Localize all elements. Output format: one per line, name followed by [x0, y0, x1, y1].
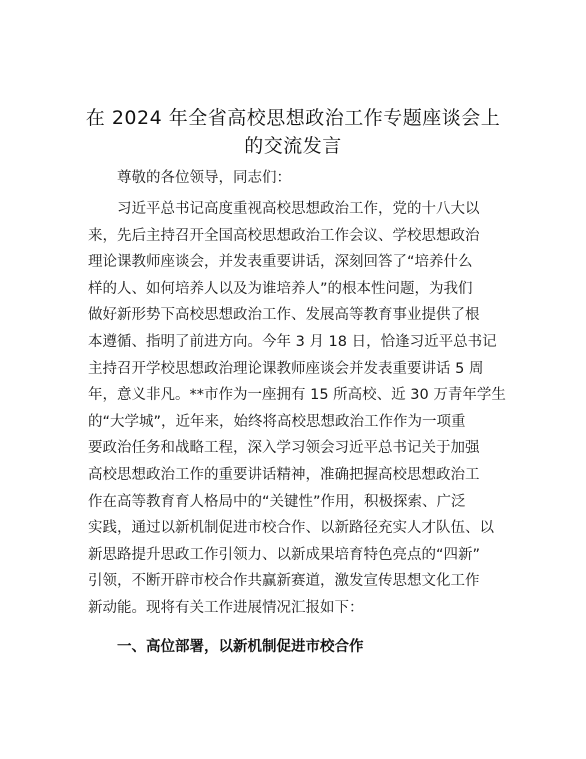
section-heading: 一、高位部署，以新机制促进市校合作 [117, 639, 364, 655]
body-line: 本遵循、指明了前进方向。今年 3 月 18 日，恰逢习近平总书记 [88, 333, 497, 350]
body-line: 理论课教师座谈会，并发表重要讲话，深刻回答了“培养什么 [88, 254, 473, 271]
body-line: 年，意义非凡。**市作为一座拥有 15 所高校、近 30 万青年学生 [88, 387, 506, 404]
body-line: 作在高等教育育人格局中的“关键性”作用，积极探索、广泛 [88, 493, 466, 510]
body-line: 样的人、如何培养人以及为谁培养人”的根本性问题，为我们 [88, 280, 473, 297]
body-line: 高校思想政治工作的重要讲话精神，准确把握高校思想政治工 [88, 466, 480, 483]
body-line: 新动能。现将有关工作进展情况汇报如下： [88, 599, 364, 616]
salutation: 尊敬的各位领导，同志们： [117, 170, 291, 186]
body-line: 来，先后主持召开全国高校思想政治工作会议、学校思想政治 [88, 227, 480, 244]
body-line: 的“大学城”，近年来，始终将高校思想政治工作作为一项重 [88, 413, 466, 430]
body-line: 实践，通过以新机制促进市校合作、以新路径充实人才队伍、以 [88, 520, 494, 537]
body-line: 引领，不断开辟市校合作共赢新赛道，激发宣传思想文化工作 [88, 573, 480, 590]
body-line: 做好新形势下高校思想政治工作、发展高等教育事业提供了根 [88, 307, 480, 324]
body-paragraph [88, 196, 508, 622]
body-line: 主持召开学校思想政治理论课教师座谈会并发表重要讲话 5 周 [88, 360, 484, 377]
document-title-line-2: 的交流发言 [244, 135, 342, 157]
document-title-line-1: 在 2024 年全省高校思想政治工作专题座谈会上 [85, 107, 501, 129]
body-line: 新思路提升思政工作引领力、以新成果培育特色亮点的“四新” [88, 546, 481, 563]
body-line: 要政治任务和战略工程，深入学习领会习近平总书记关于加强 [88, 440, 480, 457]
body-line: 习近平总书记高度重视高校思想政治工作，党的十八大以 [117, 201, 480, 217]
